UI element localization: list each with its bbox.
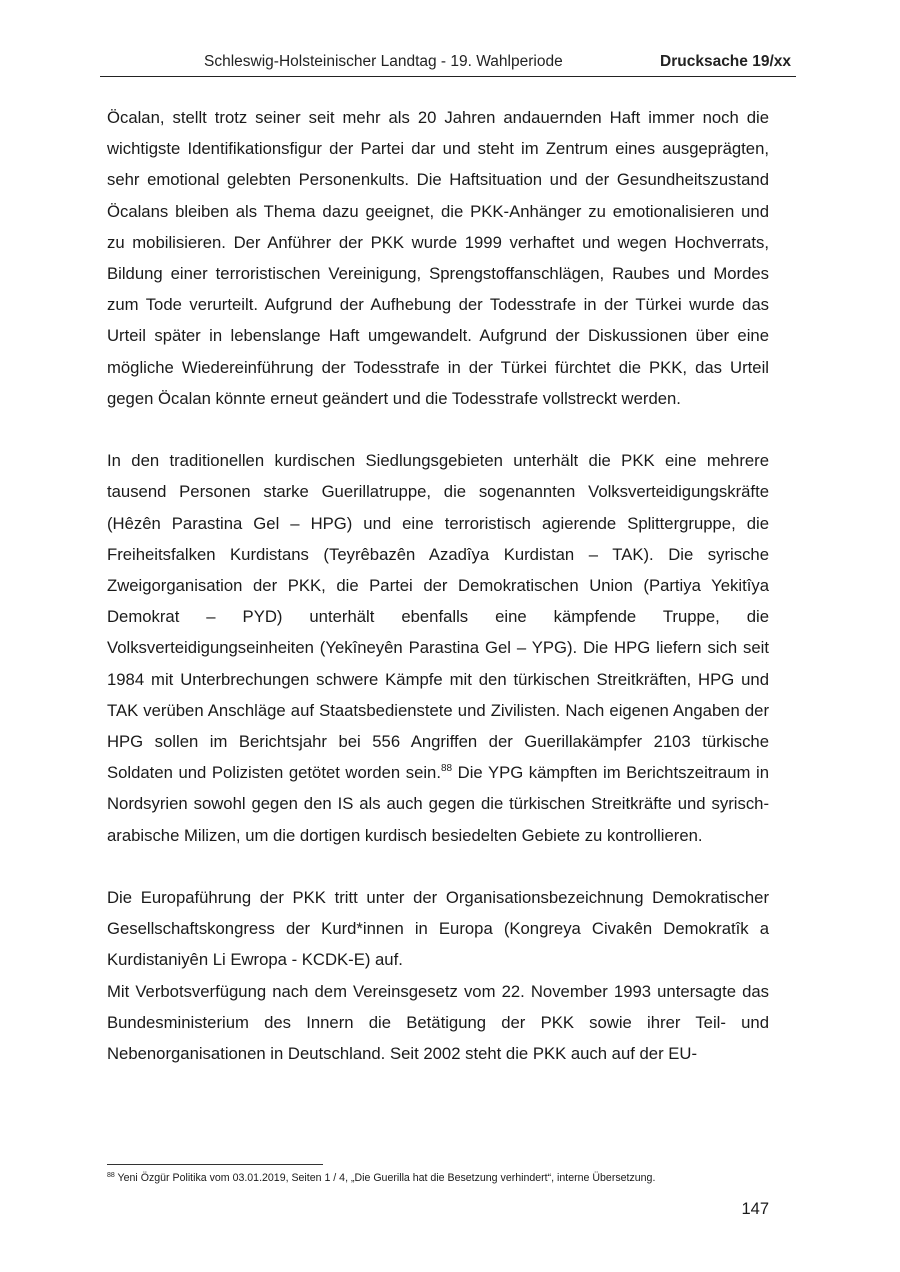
paragraph-ban: Mit Verbotsverfügung nach dem Vereinsgesetz vom 22. November 1993 untersagte das Bundesministerium des Innern die Betätigung der PKK sowie ihrer Teil- und Nebenorganisationen in Deutschland. Seit 2002 steht die PKK auch auf der EU- (107, 981, 769, 1064)
paragraph-europe: Die Europaführung der PKK tritt unter der Organisationsbezeichnung Demokratischer Gesellschaftskongress der Kurd*innen in Europa (Kongreya Civakên Demokratîk a Kurdistaniyên Li Ewropa - KCDK-E) auf. (107, 888, 769, 970)
document-reference: Drucksache 19/xx (660, 53, 791, 70)
page-header (100, 50, 796, 77)
page-number: 147 (741, 1200, 769, 1218)
paragraph-oecalan: Öcalan, stellt trotz seiner seit mehr als 20 Jahren andauernden Haft immer noch die wichtigste Identifikationsfigur der Partei dar und steht im Zentrum eines ausgeprägten, sehr emotional gelebten Personenkults. Die Haftsituation und der Gesundheitszustand Öcalans bleiben als Thema dazu geeignet, die PKK-Anhänger zu emotionalisieren und zu mobilisieren. Der Anführer der PKK wurde 1999 verhaftet und wegen Hochverrats, Bildung einer terroristischen Vereinigung, Sprengstoffanschlägen, Raubes und Mordes zum Tode verurteilt. Aufgrund der Aufhebung der Todesstrafe in der Türkei wurde das Urteil später in lebenslange Haft umgewandelt. Aufgrund der Diskussionen über eine mögliche Wiedereinführung der Todesstrafe in der Türkei fürchtet die PKK, das Urteil gegen Öcalan könnte erneut geändert und die Todesstrafe vollstreckt werden. (107, 108, 769, 408)
body-text (107, 102, 769, 1069)
header-title: Schleswig-Holsteinischer Landtag - 19. Wahlperiode (204, 53, 563, 70)
footnote (107, 1171, 787, 1185)
paragraph-guerilla (107, 445, 769, 851)
footnote-number: 88 (107, 1172, 115, 1179)
footnote-separator (107, 1164, 323, 1165)
paragraph-guerilla-part1: In den traditionellen kurdischen Siedlungsgebieten unterhält die PKK eine mehrere tausend Personen starke Guerillatruppe, die sogenannten Volksverteidigungskräfte (Hêzên Parastina Gel – HPG) und eine terroristisch agierende Splittergruppe, die Freiheitsfalken Kurdistans (Teyrêbazên Azadîya Kurdistan – TAK). Die syrische Zweigorganisation der PKK, die Partei der Demokratischen Union (Partiya Yekitîya Demokrat – PYD) unterhält ebenfalls eine kämpfende Truppe, die Volksverteidigungseinheiten (Yekîneyên Parastina Gel – YPG). Die HPG liefern sich seit 1984 mit Unterbrechungen schwere Kämpfe mit den türkischen Streitkräften, HPG und TAK verüben Anschläge auf Staatsbedienstete und Zivilisten. Nach eigenen Angaben der HPG sollen im Berichtsjahr bei 556 Angriffen der Guerillakämpfer 2103 türkische Soldaten und Polizisten getötet worden sein. (107, 451, 769, 783)
paragraph-guerilla-part2: Die YPG kämpften im Berichtszeitraum in Nordsyrien sowohl gegen den IS als auch gegen die türkischen Streitkräfte und syrisch-arabische Milizen, um die dortigen kurdisch besiedelten Gebiete zu kontrollieren. (107, 763, 769, 845)
footnote-text: Yeni Özgür Politika vom 03.01.2019, Seiten 1 / 4, „Die Guerilla hat die Besetzung verhindert“, interne Übersetzung. (114, 1172, 656, 1184)
footnote-reference: 88 (440, 763, 453, 775)
